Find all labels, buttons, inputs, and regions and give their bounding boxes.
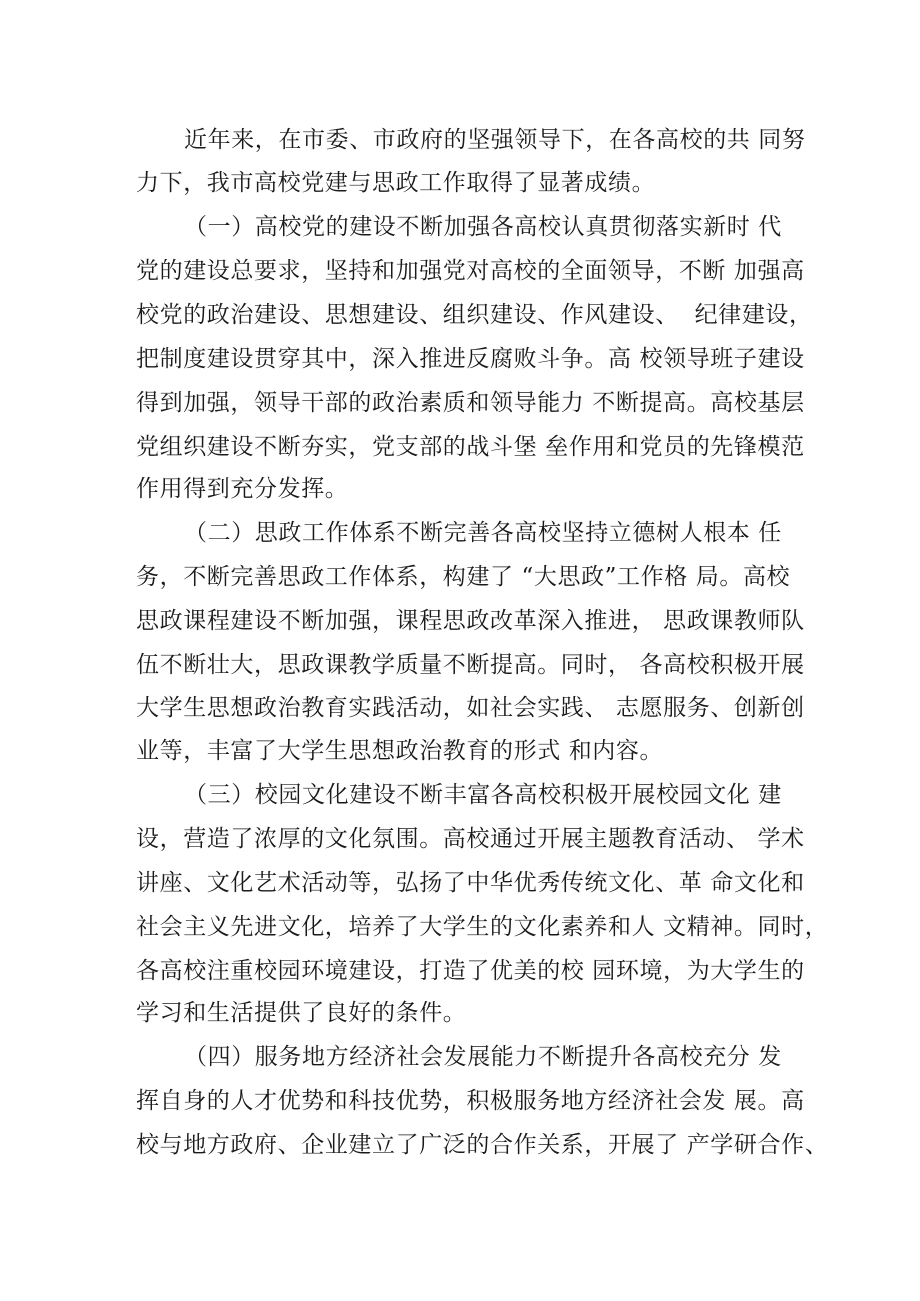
text-line: 党组织建设不断夯实，党支部的战斗堡 垒作用和党员的先锋模范 — [136, 434, 805, 460]
text-line: 思政课程建设不断加强，课程思政改革深入推进， 思政课教师队 — [136, 608, 805, 634]
text-line: 务，不断完善思政工作体系，构建了 “大思政”工作格 局。高校 — [136, 564, 791, 590]
text-line: 得到加强，领导干部的政治素质和领导能力 不断提高。高校基层 — [136, 390, 805, 416]
text-line: 学习和生活提供了良好的条件。 — [136, 1000, 467, 1026]
text-line: （三）校园文化建设不断丰富各高校积极开展校园文化 建 — [184, 782, 782, 808]
text-line: 业等，丰富了大学生思想政治教育的形式 和内容。 — [136, 738, 664, 764]
text-line: 讲座、文化艺术活动等，弘扬了中华优秀传统文化、革 命文化和 — [136, 870, 805, 896]
text-line: 把制度建设贯穿其中，深入推进反腐败斗争。高 校领导班子建设 — [136, 346, 805, 372]
text-line: 伍不断壮大，思政课教学质量不断提高。同时， 各高校积极开展 — [136, 652, 805, 678]
text-line: 挥自身的人才优势和科技优势，积极服务地方经济社会发 展。高 — [136, 1088, 805, 1114]
text-line: 校与地方政府、企业建立了广泛的合作关系，开展了 产学研合作、 — [136, 1132, 829, 1158]
text-line: （四）服务地方经济社会发展能力不断提升各高校充分 发 — [184, 1044, 782, 1070]
text-line: 校党的政治建设、思想建设、组织建设、作风建设、 纪律建设， — [136, 302, 813, 328]
text-line: （二）思政工作体系不断完善各高校坚持立德树人根本 任 — [184, 520, 782, 546]
text-line: （一）高校党的建设不断加强各高校认真贯彻落实新时 代 — [184, 214, 782, 240]
text-line: 大学生思想政治教育实践活动，如社会实践、 志愿服务、创新创 — [136, 695, 805, 721]
text-line: 近年来，在市委、市政府的坚强领导下，在各高校的共 同努 — [184, 127, 806, 153]
text-line: 社会主义先进文化，培养了大学生的文化素养和人 文精神。同时， — [136, 914, 829, 940]
text-line: 作用得到充分发挥。 — [136, 476, 349, 502]
text-line: 力下，我市高校党建与思政工作取得了显著成绩。 — [136, 170, 656, 196]
text-line: 设，营造了浓厚的文化氛围。高校通过开展主题教育活动、 学术 — [136, 826, 805, 852]
text-line: 党的建设总要求，坚持和加强党对高校的全面领导，不断 加强高 — [136, 258, 805, 284]
text-line: 各高校注重校园环境建设，打造了优美的校 园环境，为大学生的 — [136, 958, 805, 984]
